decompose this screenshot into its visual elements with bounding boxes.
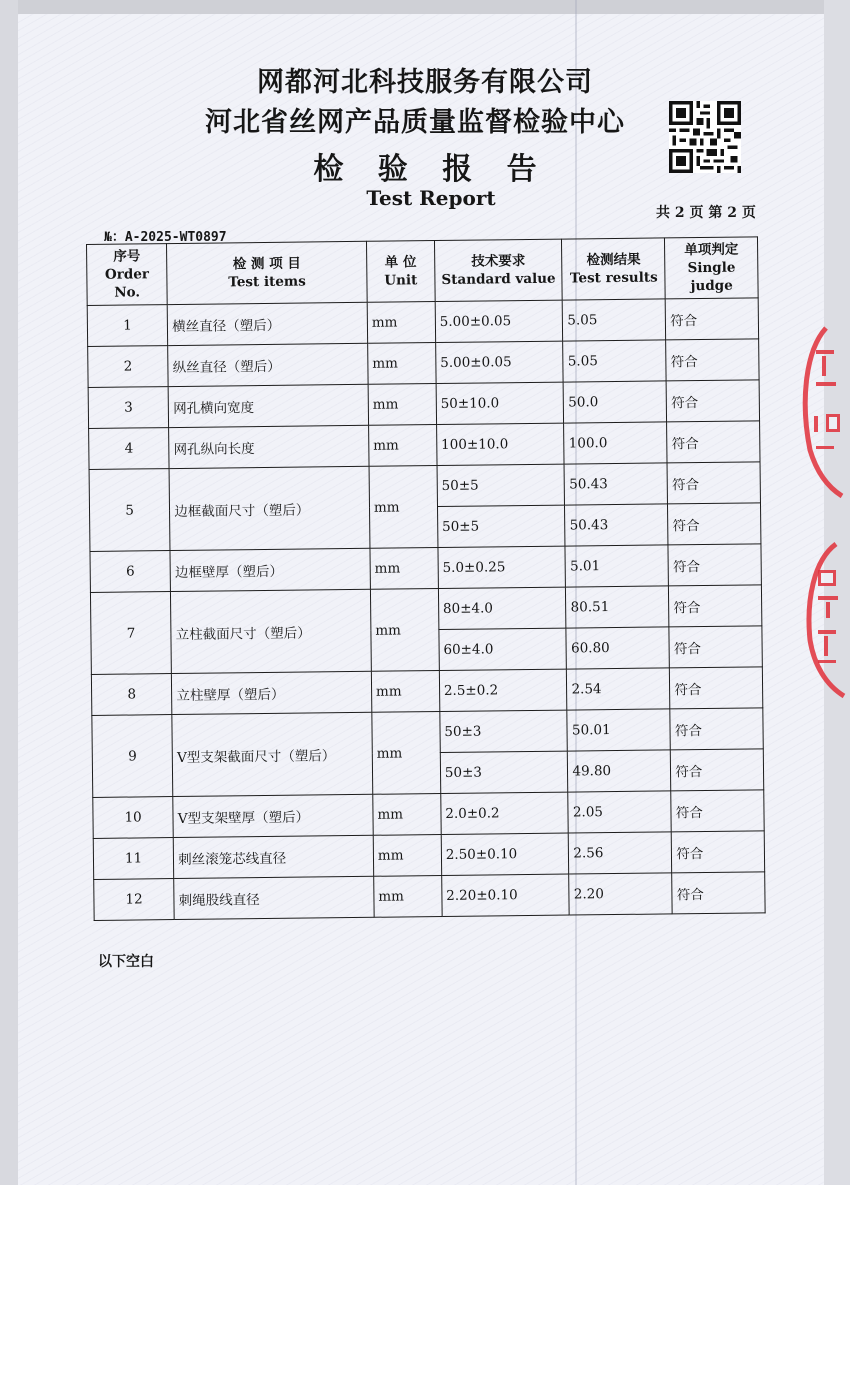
test-result-cell: 2.54 xyxy=(567,668,670,710)
scan-edge-top xyxy=(0,0,850,14)
unit-cell: mm xyxy=(372,712,441,795)
test-item-cell: 立柱截面尺寸（塑后） xyxy=(171,589,372,673)
unit-cell: mm xyxy=(368,425,436,467)
test-result-cell: 5.05 xyxy=(563,299,666,341)
test-result-cell: 2.56 xyxy=(569,832,672,874)
standard-value-cell: 100±10.0 xyxy=(436,423,564,465)
table-row xyxy=(94,872,765,921)
single-judge-cell: 符合 xyxy=(671,790,764,832)
standard-value-cell: 2.20±0.10 xyxy=(442,874,570,916)
unit-cell: mm xyxy=(370,548,438,590)
test-result-cell: 50.43 xyxy=(565,504,668,546)
report-title-cn: 检 验 报 告 xyxy=(313,152,549,187)
single-judge-cell: 符合 xyxy=(666,339,759,381)
blank-below-note: 以下空白 xyxy=(98,954,154,970)
test-result-cell: 49.80 xyxy=(568,750,671,792)
table-body xyxy=(87,298,765,921)
results-table xyxy=(86,236,766,921)
standard-value-cell: 5.0±0.25 xyxy=(438,546,566,588)
test-item-cell: 网孔纵向长度 xyxy=(169,425,369,468)
test-item-cell: 纵丝直径（塑后） xyxy=(168,343,368,386)
test-result-cell: 80.51 xyxy=(566,586,669,628)
test-result-cell: 60.80 xyxy=(566,627,669,669)
unit-cell: mm xyxy=(368,384,436,426)
test-result-cell: 2.20 xyxy=(569,873,672,915)
order-number-cell: 2 xyxy=(88,346,169,388)
standard-value-cell: 50±5 xyxy=(437,464,565,506)
single-judge-cell: 符合 xyxy=(671,749,764,791)
report-number: №：A-2025-WT0897 xyxy=(104,230,227,245)
inspection-center-name: 河北省丝网产品质量监督检验中心 xyxy=(205,107,625,138)
single-judge-cell: 符合 xyxy=(668,503,761,545)
test-item-cell: 边框截面尺寸（塑后） xyxy=(169,466,370,550)
order-number-cell: 11 xyxy=(93,838,174,880)
standard-value-cell: 2.5±0.2 xyxy=(439,669,567,711)
standard-value-cell: 60±4.0 xyxy=(439,628,567,670)
single-judge-cell: 符合 xyxy=(669,585,762,627)
standard-value-cell: 2.0±0.2 xyxy=(441,792,569,834)
order-number-cell: 1 xyxy=(87,305,168,347)
single-judge-cell: 符合 xyxy=(672,831,765,873)
unit-cell: mm xyxy=(371,671,439,713)
order-number-cell: 5 xyxy=(89,469,170,552)
single-judge-cell: 符合 xyxy=(666,298,759,340)
test-item-cell: 横丝直径（塑后） xyxy=(167,302,367,345)
test-item-cell: 刺丝滚笼芯线直径 xyxy=(174,835,374,878)
order-number-cell: 4 xyxy=(89,428,170,470)
order-number-cell: 9 xyxy=(92,715,173,798)
results-table-container xyxy=(86,236,766,921)
standard-value-cell: 50±3 xyxy=(440,751,568,793)
test-item-cell: 网孔横向宽度 xyxy=(168,384,368,427)
col-header-result: 检测结果 Test results xyxy=(562,238,666,300)
order-number-cell: 8 xyxy=(91,674,172,716)
col-header-standard: 技术要求 Standard value xyxy=(434,239,562,301)
qr-code-icon xyxy=(669,101,741,173)
unit-cell: mm xyxy=(367,302,435,344)
order-number-cell: 6 xyxy=(90,551,171,593)
single-judge-cell: 符合 xyxy=(667,421,760,463)
unit-cell: mm xyxy=(373,794,441,836)
single-judge-cell: 符合 xyxy=(670,667,763,709)
page-count: 共 2 页 第 2 页 xyxy=(656,205,756,221)
standard-value-cell: 50±10.0 xyxy=(436,382,564,424)
single-judge-cell: 符合 xyxy=(668,544,761,586)
order-number-cell: 3 xyxy=(88,387,169,429)
test-result-cell: 50.01 xyxy=(567,709,670,751)
unit-cell: mm xyxy=(370,589,439,672)
order-number-cell: 10 xyxy=(93,797,174,839)
test-result-cell: 100.0 xyxy=(564,422,667,464)
single-judge-cell: 符合 xyxy=(672,872,765,914)
test-item-cell: 刺绳股线直径 xyxy=(174,876,374,919)
single-judge-cell: 符合 xyxy=(667,462,760,504)
standard-value-cell: 80±4.0 xyxy=(438,587,566,629)
test-result-cell: 5.01 xyxy=(565,545,668,587)
col-header-order: 序号 Order No. xyxy=(87,244,168,306)
standard-value-cell: 5.00±0.05 xyxy=(435,341,563,383)
single-judge-cell: 符合 xyxy=(669,626,762,668)
unit-cell: mm xyxy=(368,343,436,385)
order-number-cell: 7 xyxy=(90,592,171,675)
test-item-cell: V型支架壁厚（塑后） xyxy=(173,794,373,837)
test-result-cell: 5.05 xyxy=(563,340,666,382)
report-title-en: Test Report xyxy=(366,186,496,210)
company-name: 网都河北科技服务有限公司 xyxy=(257,67,593,98)
red-seal-stamp-icon xyxy=(784,540,850,700)
col-header-judge: 单项判定 Single judge xyxy=(665,237,758,299)
standard-value-cell: 2.50±0.10 xyxy=(441,833,569,875)
standard-value-cell: 50±3 xyxy=(440,710,568,752)
standard-value-cell: 5.00±0.05 xyxy=(435,300,563,342)
unit-cell: mm xyxy=(369,466,438,549)
test-result-cell: 50.43 xyxy=(564,463,667,505)
unit-cell: mm xyxy=(373,835,441,877)
standard-value-cell: 50±5 xyxy=(437,505,565,547)
test-result-cell: 50.0 xyxy=(564,381,667,423)
table-header-row xyxy=(87,237,759,306)
test-item-cell: V型支架截面尺寸（塑后） xyxy=(172,712,373,796)
test-result-cell: 2.05 xyxy=(568,791,671,833)
test-item-cell: 立柱壁厚（塑后） xyxy=(172,671,372,714)
single-judge-cell: 符合 xyxy=(666,380,759,422)
single-judge-cell: 符合 xyxy=(670,708,763,750)
col-header-item: 检 测 项 目 Test items xyxy=(167,241,367,304)
unit-cell: mm xyxy=(374,876,442,918)
col-header-unit: 单 位 Unit xyxy=(366,241,435,303)
red-seal-stamp-icon xyxy=(786,320,850,500)
order-number-cell: 12 xyxy=(94,879,175,921)
test-item-cell: 边框壁厚（塑后） xyxy=(170,548,370,591)
